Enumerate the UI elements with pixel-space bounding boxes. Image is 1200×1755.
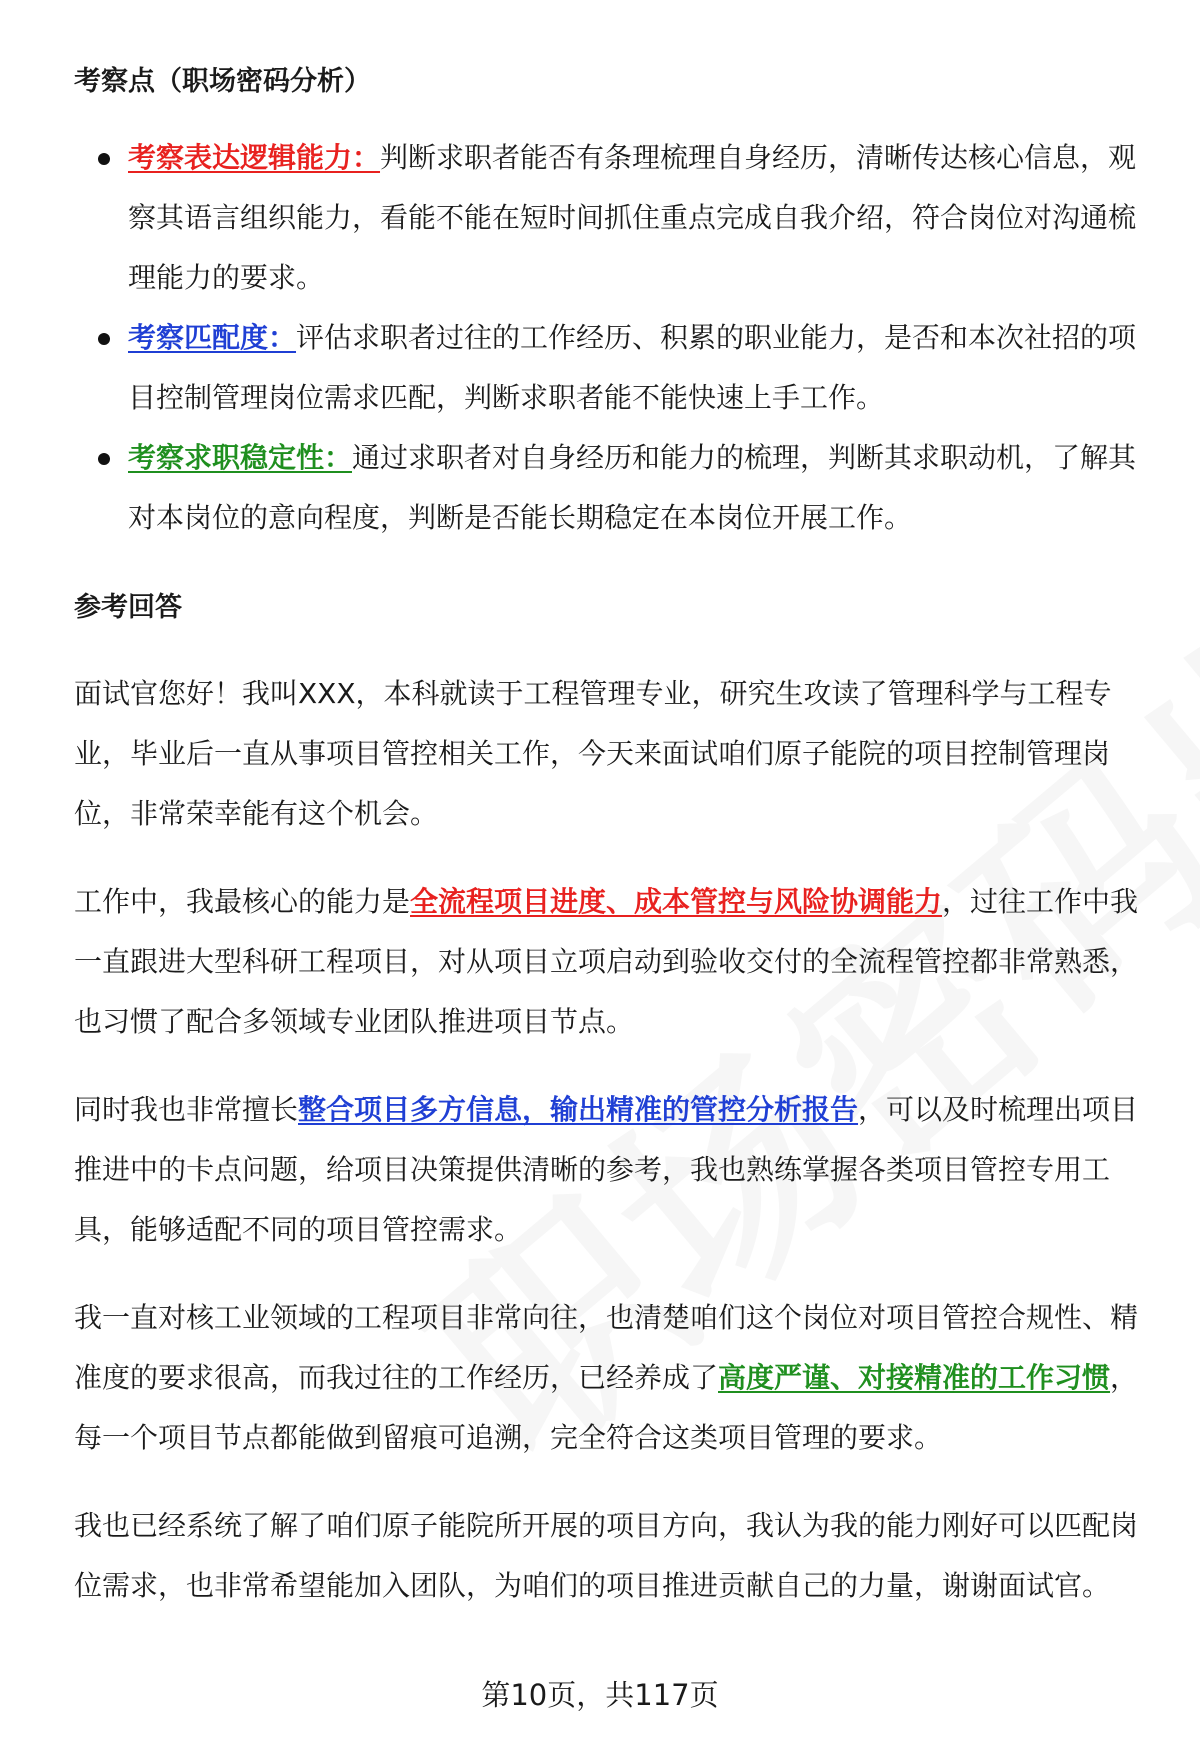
answer-paragraph-analysis-skill [74,1080,1146,1260]
section-heading-answer: 参考回答 [74,592,182,623]
paragraph-text: ，每一个项目节点都能做到留痕可追溯，完全符合这类项目管理的要求。 [74,1361,1139,1454]
list-item [74,428,1146,548]
list-item [74,128,1146,308]
highlight-text: 高度严谨、对接精准的工作习惯 [718,1361,1111,1394]
paragraph-text: 同时我也非常擅长 [74,1093,299,1126]
highlight-text: 整合项目多方信息，输出精准的管控分析报告 [298,1093,859,1126]
page-content [74,58,1146,1616]
paragraph-text: 工作中，我最核心的能力是 [74,885,411,918]
answer-paragraph-work-habit [74,1288,1146,1468]
list-item-label: 考察表达逻辑能力： [128,141,381,174]
list-item-text: 评估求职者过往的工作经历、积累的职业能力，是否和本次社招的项目控制管理岗位需求匹配，判断求职者能不能快速上手工作。 [128,321,1137,414]
paragraph-text: 我一直对核工业领域的工程项目非常向往，也清楚咱们这个岗位对项目管控合规性、精准度的要求很高，而我过往的工作经历，已经养成了 [74,1301,1139,1394]
answer-paragraph-intro: 面试官您好！我叫XXX，本科就读于工程管理专业，研究生攻读了管理科学与工程专业，毕业后一直从事项目管控相关工作，今天来面试咱们原子能院的项目控制管理岗位，非常荣幸能有这个机会。 [74,677,1112,830]
section-heading-analysis: 考察点（职场密码分析） [74,66,371,97]
analysis-list [74,128,1146,548]
list-item-text: 判断求职者能否有条理梳理自身经历，清晰传达核心信息，观察其语言组织能力，看能不能在短时间抓住重点完成自我介绍，符合岗位对沟通梳理能力的要求。 [128,141,1137,294]
list-item-text: 通过求职者对自身经历和能力的梳理，判断其求职动机，了解其对本岗位的意向程度，判断是否能长期稳定在本岗位开展工作。 [128,441,1137,534]
highlight-text: 全流程项目进度、成本管控与风险协调能力 [410,885,943,918]
answer-paragraph-core-ability [74,872,1146,1052]
list-item-label: 考察匹配度： [128,321,297,354]
page-number: 第10页，共117页 [481,1678,719,1712]
answer-paragraph-closing: 我也已经系统了解了咱们原子能院所开展的项目方向，我认为我的能力刚好可以匹配岗位需求，也非常希望能加入团队，为咱们的项目推进贡献自己的力量，谢谢面试官。 [74,1509,1139,1602]
list-item-label: 考察求职稳定性： [128,441,353,474]
paragraph-text: ，可以及时梳理出项目推进中的卡点问题，给项目决策提供清晰的参考，我也熟练掌握各类项目管控专用工具，能够适配不同的项目管控需求。 [74,1093,1139,1246]
list-item [74,308,1146,428]
paragraph-text: ，过往工作中我一直跟进大型科研工程项目，对从项目立项启动到验收交付的全流程管控都非常熟悉，也习惯了配合多领域专业团队推进项目节点。 [74,885,1139,1038]
